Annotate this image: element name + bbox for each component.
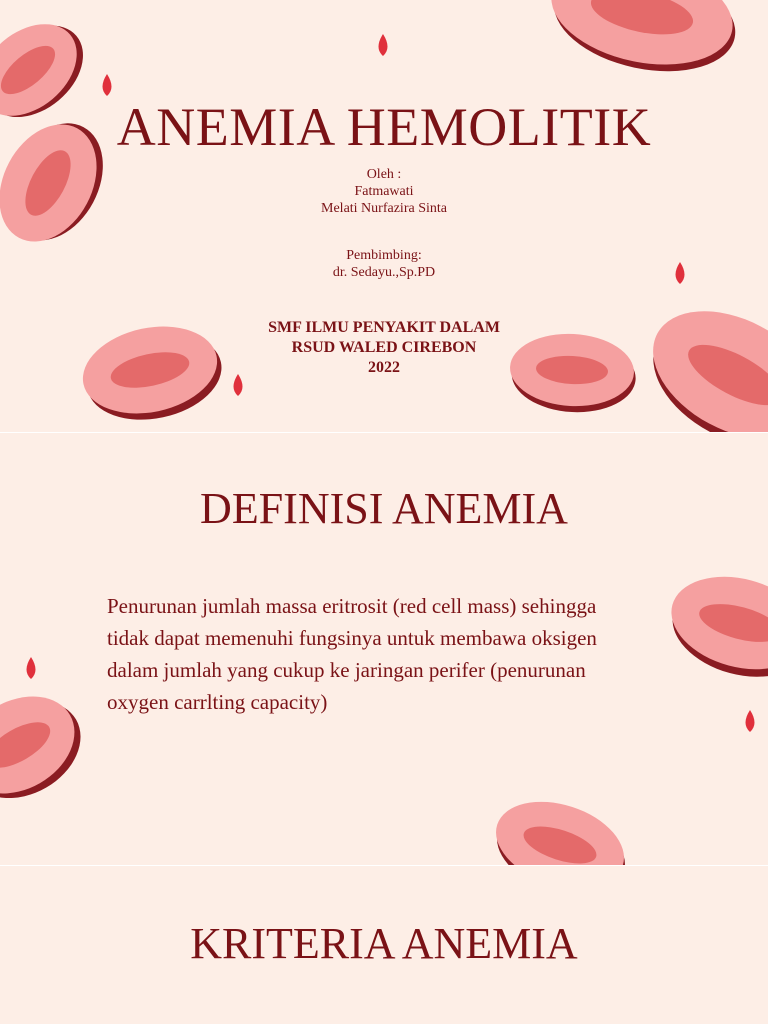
advisor-block [0,247,768,281]
slide-title [0,0,768,432]
red-blood-cell-icon [540,0,746,87]
author-block [0,166,768,217]
red-blood-cell-icon [659,562,768,691]
department-name: SMF ILMU PENYAKIT DALAM [268,319,500,336]
red-blood-cell-icon [483,787,638,865]
year: 2022 [368,359,400,376]
institution-block [0,318,768,378]
author-name: Melati Nurfazira Sinta [321,201,447,216]
author-name: Fatmawati [354,184,414,199]
section-title: DEFINISI ANEMIA [200,484,568,533]
advisor-label: Pembimbing: [346,248,422,263]
blood-drop-icon [103,74,112,96]
hospital-name: RSUD WALED CIREBON [291,339,477,356]
red-blood-cell-icon [0,675,98,819]
advisor-name: dr. Sedayu.,Sp.PD [332,265,436,280]
slide-definition [0,433,768,865]
section-title: KRITERIA ANEMIA [190,919,578,968]
slide-criteria [0,866,768,1024]
blood-drop-icon [27,657,36,679]
blood-drop-icon [746,710,755,732]
author-label: Oleh : [366,167,402,182]
blood-drop-icon [379,34,388,56]
presentation-title: ANEMIA HEMOLITIK [116,97,652,157]
definition-text: Penurunan jumlah massa eritrosit (red cell mass) sehingga tidak dapat memenuhi fungsinya untuk membawa oksigen dalam jumlah yang cukup ke jaringan perifer (penurunan oxygen carrlting capacity) [107,594,597,714]
